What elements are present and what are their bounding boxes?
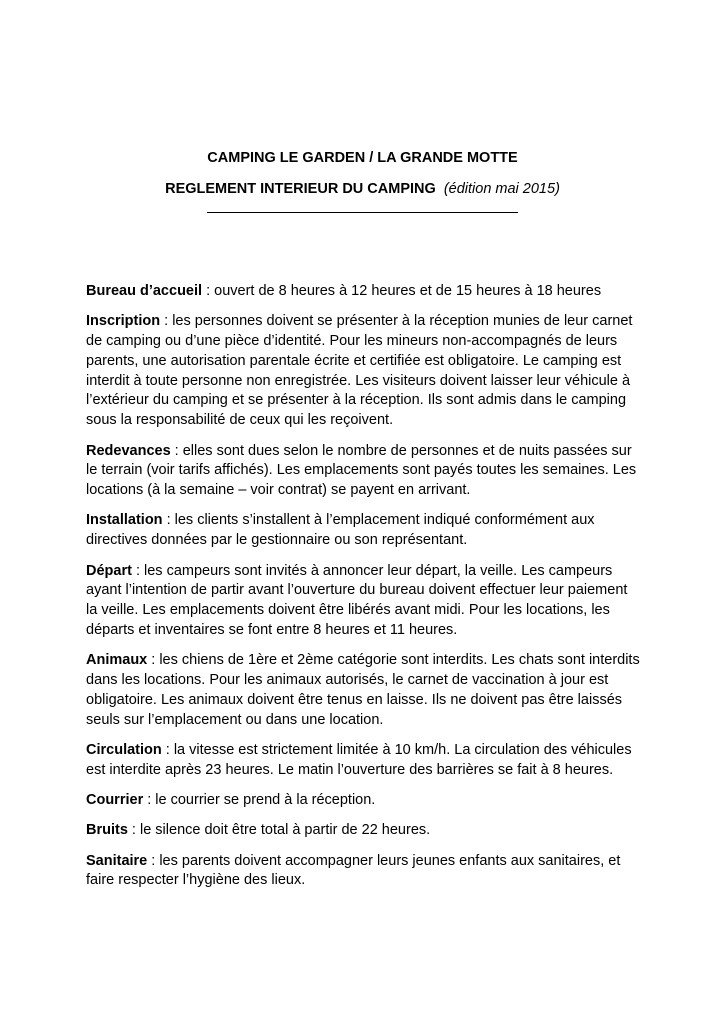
section-text: : les personnes doivent se présenter à la réception munies de leur carnet de camping ou d’une pièce d’identité. Pour les mineurs non-accompagnés de leurs parents, une autorisation parentale écrite et certifiée est obligatoire. Le camping est interdit à toute personne non enregistrée. Les visiteurs doivent laisser leur véhicule à l’extérieur du camping et se présenter à la réception. Ils sont admis dans le camping sous la responsabilité de ceux qui les reçoivent. (86, 313, 633, 429)
section-text: : les clients s’installent à l’emplacement indiqué conformément aux directives données par le gestionnaire ou son représentant. (86, 512, 595, 549)
rules-body (86, 282, 642, 902)
section-text: : ouvert de 8 heures à 12 heures et de 15 heures à 18 heures (202, 283, 602, 299)
section-term: Inscription (86, 313, 161, 330)
section-depart (86, 562, 642, 641)
section-courrier (86, 791, 642, 811)
section-text: : les chiens de 1ère et 2ème catégorie sont interdits. Les chats sont interdits dans les locations. Pour les animaux autorisés, le carnet de vaccination à jour est obligatoire. Les animaux doivent être tenus en laisse. Ils ne doivent pas être laissés seuls sur l’emplacement ou dans une location. (86, 652, 640, 728)
section-term: Animaux (86, 652, 148, 669)
section-term: Installation (86, 512, 163, 529)
section-text: : la vitesse est strictement limitée à 10 km/h. La circulation des véhicules est interdite après 23 heures. Le matin l’ouverture des barrières se fait à 8 heures. (86, 741, 632, 778)
section-term: Bruits (86, 822, 128, 839)
section-circulation (86, 741, 642, 781)
section-installation (86, 511, 642, 551)
header-underline (207, 212, 518, 213)
section-text: : elles sont dues selon le nombre de personnes et de nuits passées sur le terrain (voir tarifs affichés). Les emplacements sont payés toutes les semaines. Les locations (à la semaine – voir contrat) se payent en arrivant. (86, 442, 637, 499)
document-title: CAMPING LE GARDEN / LA GRANDE MOTTE (207, 150, 518, 166)
subtitle-text: REGLEMENT INTERIEUR DU CAMPING (165, 181, 436, 197)
section-term: Redevances (86, 442, 171, 459)
section-text: : le courrier se prend à la réception. (143, 792, 376, 809)
section-term: Départ (86, 562, 132, 579)
document-subtitle (0, 180, 725, 198)
section-text: : les parents doivent accompagner leurs jeunes enfants aux sanitaires, et faire respecter l’hygiène des lieux. (86, 852, 621, 889)
section-bureau-accueil (86, 282, 642, 302)
section-term: Courrier (86, 792, 144, 809)
section-text: : les campeurs sont invités à annoncer leur départ, la veille. Les campeurs ayant l’intention de partir avant l’ouverture du bureau doivent effectuer leur paiement la veille. Les emplacements doivent être libérés avant midi. Pour les locations, les départs et inventaires se font entre 8 heures et 11 heures. (86, 562, 628, 638)
section-text: : le silence doit être total à partir de 22 heures. (127, 822, 431, 839)
section-term: Bureau d’accueil (86, 283, 203, 299)
section-term: Circulation (86, 741, 162, 758)
section-animaux (86, 651, 642, 730)
section-term: Sanitaire (86, 852, 148, 869)
edition-note: (édition mai 2015) (443, 181, 560, 197)
section-bruits (86, 821, 642, 841)
section-inscription (86, 312, 642, 431)
section-sanitaire (86, 852, 642, 892)
section-redevances (86, 442, 642, 501)
